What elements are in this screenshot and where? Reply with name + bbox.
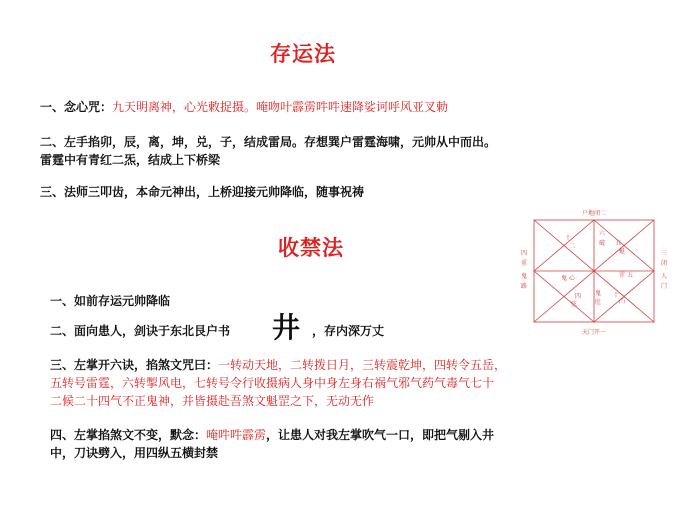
diagram-inner-top-2: 破 bbox=[598, 240, 606, 247]
diagram-inner-right-2: 五 bbox=[626, 272, 634, 279]
diagram-right-1: 三 bbox=[660, 250, 668, 257]
diagram-inner-br-1: 十 bbox=[612, 292, 620, 299]
sec1-line3: 三、法师三叩齿，本命元神出，上桥迎接元帅降临，随事祝祷 bbox=[40, 185, 365, 199]
diagram-inner-top-1: 六 bbox=[598, 230, 606, 237]
diagram-left-2: 重 bbox=[520, 260, 528, 267]
bagua-diagram bbox=[512, 205, 692, 340]
diagram-left-1: 四 bbox=[520, 250, 528, 257]
sec2-line2b: ，存内深万丈 bbox=[312, 324, 385, 338]
sec2-line1: 一、如前存运元帅降临 bbox=[50, 294, 171, 308]
sec2-line3-text1: 一转动天地，二转拨日月，三转震乾坤，四转令五岳， bbox=[218, 358, 507, 372]
title-cunyunfa: 存运法 bbox=[270, 42, 336, 66]
diagram-left-3: 鬼 bbox=[520, 273, 528, 280]
sec2-line2a: 二、面向患人，剑诀于东北艮户书 bbox=[50, 324, 231, 338]
diagram-inner-bl-2: 弦 bbox=[570, 301, 578, 308]
diagram-inner-left-1: 鬼 bbox=[560, 275, 568, 282]
diagram-inner-rt-1: 五 bbox=[614, 240, 622, 247]
diagram-inner-lt-1: 十 bbox=[564, 235, 572, 242]
diagram-right-2: 闭 bbox=[660, 260, 668, 267]
sec2-para4 bbox=[50, 426, 610, 462]
sec2-line4-text: 唵吽吽霹雳 bbox=[206, 428, 267, 442]
diagram-top-label: 户地闭二 bbox=[581, 210, 607, 217]
diagram-inner-left-2: 心 bbox=[568, 275, 576, 282]
diagram-right-3: 人 bbox=[660, 273, 668, 280]
sec2-line4-rest: ，让患人对我左掌吹气一口，即把气剔入井 bbox=[266, 428, 495, 442]
sec2-line3-label: 三、左掌开六诀，掐煞文咒曰： bbox=[50, 358, 219, 372]
sec2-line3-text2: 五转号雷霆，六转掣风电，七转号令行收摄病人身中身左身右祸气邪气药气毒气七十 bbox=[50, 376, 495, 390]
diagram-inner-br-2: 凸 bbox=[618, 298, 626, 305]
diagram-inner-lt-2: 二 bbox=[568, 243, 576, 250]
diagram-inner-bl-1: 四 bbox=[574, 293, 582, 300]
diagram-inner-right-1: 罡 bbox=[618, 272, 626, 279]
sec1-line1-label: 一、念心咒： bbox=[40, 100, 113, 114]
sec1-line1 bbox=[40, 98, 448, 116]
sec1-line2b: 雷霆中有青红二炁，结成上下桥梁 bbox=[40, 153, 221, 167]
title-shoujinfa: 收禁法 bbox=[278, 236, 344, 260]
diagram-inner-bottom-1: 鬼 bbox=[594, 290, 602, 297]
sec2-line4b: 中，刀诀劈入，用四纵五横封禁 bbox=[50, 446, 219, 460]
diagram-bottom-label: 天门开一 bbox=[581, 329, 607, 336]
diagram-right-4: 门 bbox=[660, 283, 668, 290]
sec1-line1-text: 九天明离神，心光敕捉摄。唵吻叶霹雳吽吽速降娑诃呼风亚叉勅 bbox=[112, 100, 449, 114]
diagram-left-4: 路 bbox=[520, 283, 528, 290]
sec2-line4-label: 四、左掌掐煞文不变，默念： bbox=[50, 428, 207, 442]
sec2-line3-text3: 二候二十四气不正鬼神，并皆摄赴吾煞文魁罡之下，无动无作 bbox=[50, 394, 375, 408]
sec1-line2a: 二、左手掐卯，辰，离，坤，兑，子，结成雷局。存想巽户雷霆海啸，元帅从中而出。 bbox=[40, 135, 497, 149]
diagram-inner-bottom-2: 肚 bbox=[594, 299, 602, 306]
talisman-fu-glyph: 井 bbox=[272, 311, 301, 344]
diagram-inner-rt-2: 魁 bbox=[618, 248, 626, 255]
sec2-para3 bbox=[50, 356, 590, 410]
